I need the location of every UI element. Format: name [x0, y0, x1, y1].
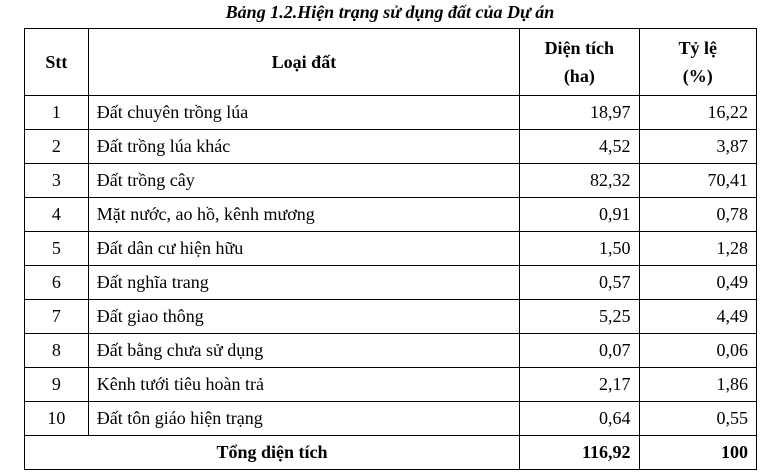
row-stt: 6	[25, 266, 89, 300]
row-stt: 9	[25, 368, 89, 402]
table-row	[25, 402, 757, 436]
row-land-type: Đất trồng cây	[88, 164, 519, 198]
row-ratio: 3,87	[639, 130, 756, 164]
row-ratio: 4,49	[639, 300, 756, 334]
table-caption: Bảng 1.2.Hiện trạng sử dụng đất của Dự án	[225, 2, 555, 22]
row-stt: 2	[25, 130, 89, 164]
table-row	[25, 266, 757, 300]
row-area: 5,25	[520, 300, 639, 334]
total-label: Tổng diện tích	[25, 436, 520, 470]
row-area: 82,32	[520, 164, 639, 198]
table-row	[25, 368, 757, 402]
row-area: 0,64	[520, 402, 639, 436]
row-stt: 8	[25, 334, 89, 368]
row-area: 1,50	[520, 232, 639, 266]
row-land-type: Đất nghĩa trang	[88, 266, 519, 300]
header-row	[25, 29, 757, 96]
table-row	[25, 130, 757, 164]
row-stt: 1	[25, 96, 89, 130]
row-land-type: Mặt nước, ao hồ, kênh mương	[88, 198, 519, 232]
row-stt: 4	[25, 198, 89, 232]
row-land-type: Đất tôn giáo hiện trạng	[88, 402, 519, 436]
header-land-type: Loại đất	[88, 29, 519, 96]
row-ratio: 0,49	[639, 266, 756, 300]
row-ratio: 1,28	[639, 232, 756, 266]
row-stt: 5	[25, 232, 89, 266]
row-area: 0,91	[520, 198, 639, 232]
table-row	[25, 96, 757, 130]
row-land-type: Đất bằng chưa sử dụng	[88, 334, 519, 368]
row-area: 18,97	[520, 96, 639, 130]
row-stt: 7	[25, 300, 89, 334]
header-ratio-line1: Tỷ lệ	[678, 38, 718, 58]
total-ratio: 100	[639, 436, 756, 470]
header-ratio-line2: (%)	[682, 66, 713, 86]
row-stt: 3	[25, 164, 89, 198]
row-ratio: 0,78	[639, 198, 756, 232]
row-stt: 10	[25, 402, 89, 436]
table-row	[25, 334, 757, 368]
row-land-type: Đất chuyên trồng lúa	[88, 96, 519, 130]
table-row	[25, 300, 757, 334]
row-land-type: Kênh tưới tiêu hoàn trả	[88, 368, 519, 402]
header-stt: Stt	[25, 29, 89, 96]
header-area-line1: Diện tích	[544, 38, 615, 58]
total-area: 116,92	[520, 436, 639, 470]
land-use-table	[24, 28, 757, 470]
row-ratio: 16,22	[639, 96, 756, 130]
total-row	[25, 436, 757, 470]
header-area-line2: (ha)	[563, 66, 595, 86]
row-ratio: 1,86	[639, 368, 756, 402]
table-row	[25, 164, 757, 198]
row-area: 0,57	[520, 266, 639, 300]
row-ratio: 0,55	[639, 402, 756, 436]
row-ratio: 70,41	[639, 164, 756, 198]
row-land-type: Đất dân cư hiện hữu	[88, 232, 519, 266]
row-ratio: 0,06	[639, 334, 756, 368]
table-row	[25, 232, 757, 266]
header-ratio	[639, 29, 756, 96]
row-land-type: Đất giao thông	[88, 300, 519, 334]
row-area: 2,17	[520, 368, 639, 402]
row-land-type: Đất trồng lúa khác	[88, 130, 519, 164]
row-area: 0,07	[520, 334, 639, 368]
table-row	[25, 198, 757, 232]
row-area: 4,52	[520, 130, 639, 164]
header-area	[520, 29, 639, 96]
